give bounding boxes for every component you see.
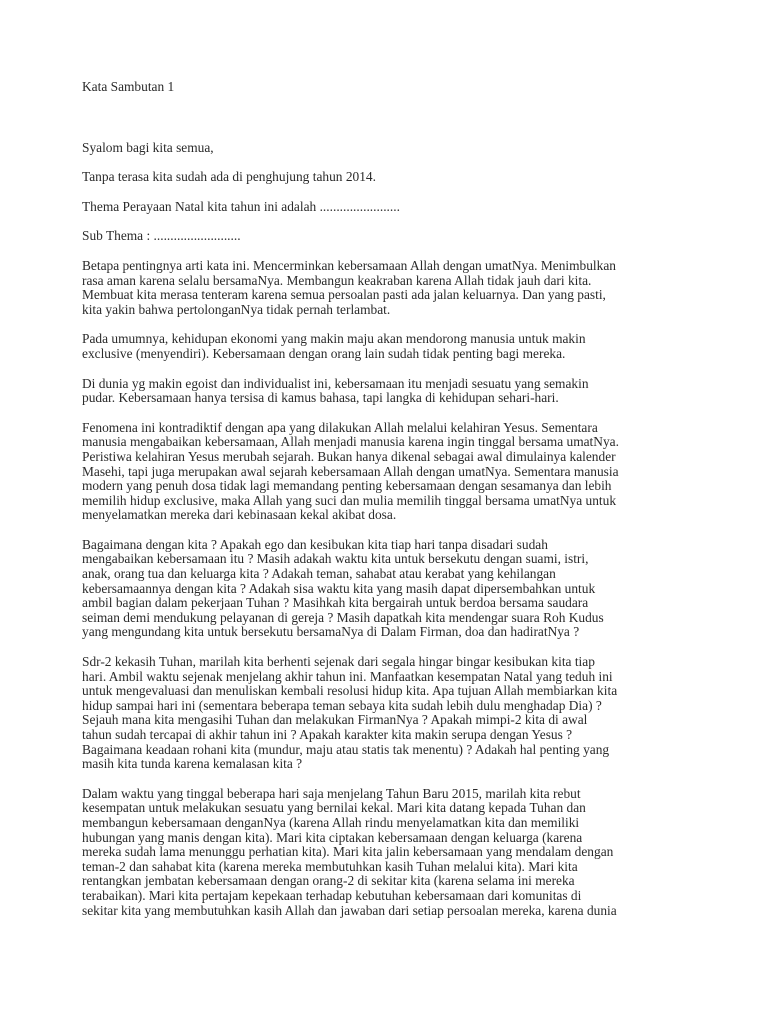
text-line: rentangkan jembatan kebersamaan dengan orang-2 di sekitar kita (karena selama ini mereka [82, 873, 575, 889]
text-line: kita yakin bahwa pertolonganNya tidak pernah terlambat. [82, 301, 391, 317]
text-line: terabaikan). Mari kita pertajam kepekaan terhadap kebutuhan kebersamaan dari komunitas di [82, 887, 582, 903]
text-line: masih kita tunda karena kemalasan kita ? [82, 756, 303, 772]
text-line: rasa aman karena selalu bersamaNya. Membangun keakraban karena Allah tidak jauh dari kita. [82, 272, 592, 288]
text-line: menyelamatkan mereka dari kebinasaan kekal akibat dosa. [82, 507, 397, 523]
subtheme-line: Sub Thema : .......................... [82, 228, 241, 244]
text-line: yang mengundang kita untuk bersekutu bersamaNya di Dalam Firman, doa dan hadiratNya ? [82, 624, 580, 640]
text-line: hubungan yang manis dengan kita). Mari kita ciptakan kebersamaan dengan keluarga (karena [82, 829, 583, 845]
text-line: pudar. Kebersamaan hanya tersisa di kamus bahasa, tapi langka di kehidupan sehari-hari. [82, 390, 559, 406]
text-line: mengabaikan kebersamaan itu ? Masih adakah waktu kita untuk bersekutu dengan suami, istri, [82, 551, 589, 567]
text-line: mereka sudah lama menunggu perhatian kita). Mari kita jalin kebersamaan yang mendalam dengan [82, 844, 614, 860]
paragraph-4 [82, 421, 722, 523]
text-line: exclusive (menyendiri). Kebersamaan dengan orang lain sudah tidak penting bagi mereka. [82, 345, 566, 361]
text-line: Membuat kita merasa tenteram karena semua persoalan pasti ada jalan keluarnya. Dan yang pasti, [82, 287, 606, 303]
paragraph-7 [82, 787, 722, 918]
text-line: teman-2 dan sahabat kita (karena mereka membutuhkan kasih Tuhan melalui kita). Mari kita [82, 858, 578, 874]
text-line: membangun kebersamaan denganNya (karena Allah rindu menyelamatkan kita dan memiliki [82, 814, 580, 830]
text-line: Pada umumnya, kehidupan ekonomi yang makin maju akan mendorong manusia untuk makin [82, 331, 586, 347]
text-line: sekitar kita yang membutuhkan kasih Allah dan jawaban dari setiap persoalan mereka, karena dunia [82, 902, 617, 918]
theme-line: Thema Perayaan Natal kita tahun ini adalah ........................ [82, 198, 400, 214]
paragraph-1 [82, 259, 722, 317]
text-line: Masehi, tapi juga merupakan awal sejarah kebersamaan Allah dengan umatNya. Sementara manusia [82, 463, 619, 479]
text-line: Di dunia yg makin egoist dan individualist ini, kebersamaan itu menjadi sesuatu yang semakin [82, 375, 589, 391]
paragraph-6 [82, 655, 722, 772]
text-line: seiman demi mendukung pelayanan di gereja ? Masih dapatkah kita mendengar suara Roh Kudus [82, 609, 604, 625]
text-line: hari. Ambil waktu sejenak menjelang akhir tahun ini. Manfaatkan kesempatan Natal yang teduh ini [82, 668, 613, 684]
greeting: Syalom bagi kita semua, [82, 139, 214, 155]
document-page [82, 80, 722, 918]
text-line: Bagaimana dengan kita ? Apakah ego dan kesibukan kita tiap hari tanpa disadari sudah [82, 536, 548, 552]
intro-line: Tanpa terasa kita sudah ada di penghujung tahun 2014. [82, 169, 376, 185]
text-line: kesempatan untuk melakukan sesuatu yang bernilai kekal. Mari kita datang kepada Tuhan dan [82, 800, 586, 816]
text-line: Betapa pentingnya arti kata ini. Mencerminkan kebersamaan Allah dengan umatNya. Menimbulkan [82, 257, 616, 273]
text-line: Sdr-2 kekasih Tuhan, marilah kita berhenti sejenak dari segala hingar bingar kesibukan kita tiap [82, 654, 595, 670]
text-line: tahun sudah tercapai di akhir tahun ini ? Apakah karakter kita makin serupa dengan Yesus ? [82, 727, 573, 742]
text-line: modern yang penuh dosa tidak lagi memandang penting kebersamaan dengan sesamanya dan lebih [82, 478, 612, 494]
text-line: manusia mengabaikan kebersamaan, Allah menjadi manusia karena ingin tinggal bersama umatNya. [82, 434, 619, 450]
paragraph-3 [82, 377, 722, 406]
document-title: Kata Sambutan 1 [82, 79, 175, 94]
text-line: Peristiwa kelahiran Yesus merubah sejarah. Bukan hanya dikenal sebagai awal dimulainya kalender [82, 448, 616, 464]
text-line: kebersamaannya dengan kita ? Adakah sisa waktu kita yang masih dapat dipersembahkan untuk [82, 580, 596, 596]
paragraph-5 [82, 538, 722, 640]
text-line: Fenomena ini kontradiktif dengan apa yang dilakukan Allah melalui kelahiran Yesus. Sementara [82, 419, 598, 435]
text-line: Sejauh mana kita mengasihi Tuhan dan melakukan FirmanNya ? Apakah mimpi-2 kita di awal [82, 712, 588, 728]
text-line: Dalam waktu yang tinggal beberapa hari saja menjelang Tahun Baru 2015, marilah kita rebut [82, 785, 581, 801]
paragraph-2 [82, 332, 722, 361]
text-line: untuk mengevaluasi dan menuliskan kembali resolusi hidup kita. Apa tujuan Allah membiarkan kita [82, 683, 618, 699]
text-line: ambil bagian dalam pekerjaan Tuhan ? Masihkah kita bergairah untuk berdoa bersama saudara [82, 595, 589, 611]
text-line: Bagaimana keadaan rohani kita (mundur, maju atau statis tak menentu) ? Adakah hal penting yang [82, 741, 610, 757]
text-line: anak, orang tua dan keluarga kita ? Adakah teman, sahabat atau kerabat yang kehilangan [82, 566, 556, 582]
text-line: hidup sampai hari ini (sementara beberapa teman sebaya kita sudah lebih dulu menghadap Dia) ? [82, 697, 602, 713]
text-line: memilih hidup exclusive, maka Allah yang suci dan mulia memilih tinggal bersama umatNya untuk [82, 492, 617, 508]
